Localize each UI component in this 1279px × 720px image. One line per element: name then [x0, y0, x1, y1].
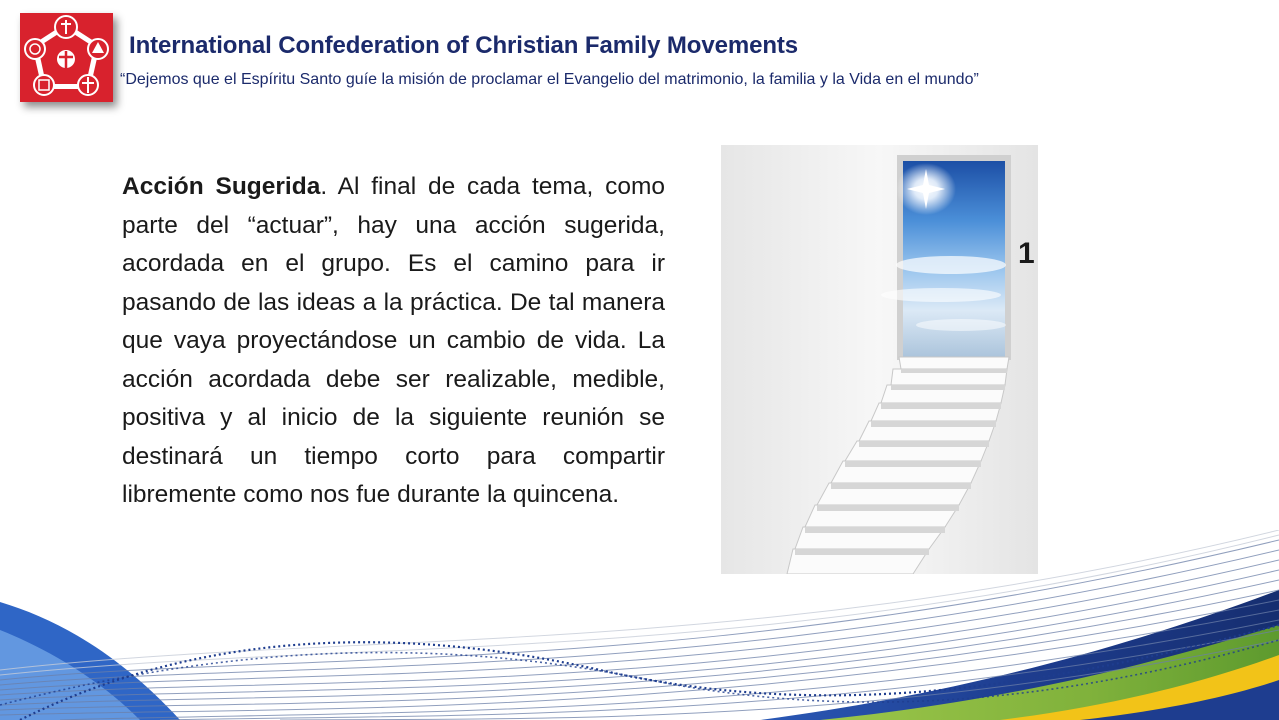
- icfcm-logo: [20, 13, 113, 102]
- logo-emblem-icon: [20, 13, 113, 102]
- suggested-action-paragraph: [122, 168, 665, 515]
- stairway-to-door-image: [721, 145, 1038, 574]
- suggested-action-body: . Al final de cada tema, como parte del “actuar”, hay una acción sugerida, acordada en el grupo. Es el camino para ir pasando de las ideas a la práctica. De tal manera que vaya proyectándose un cambio de vida. La acción acordada debe ser realizable, medible, positiva y al inicio de la siguiente reunión se destinará un tiempo corto para compartir libremente como nos fue durante la quincena.: [122, 173, 665, 508]
- door-number: 1: [1018, 237, 1035, 270]
- organization-title: International Confederation of Christian Family Movements: [129, 32, 799, 59]
- organization-motto: “Dejemos que el Espíritu Santo guíe la misión de proclamar el Evangelio del matrimonio, la familia y la Vida en el mundo”: [120, 71, 979, 88]
- suggested-action-heading: Acción Sugerida: [122, 173, 321, 200]
- decorative-wave-band: [0, 530, 1279, 720]
